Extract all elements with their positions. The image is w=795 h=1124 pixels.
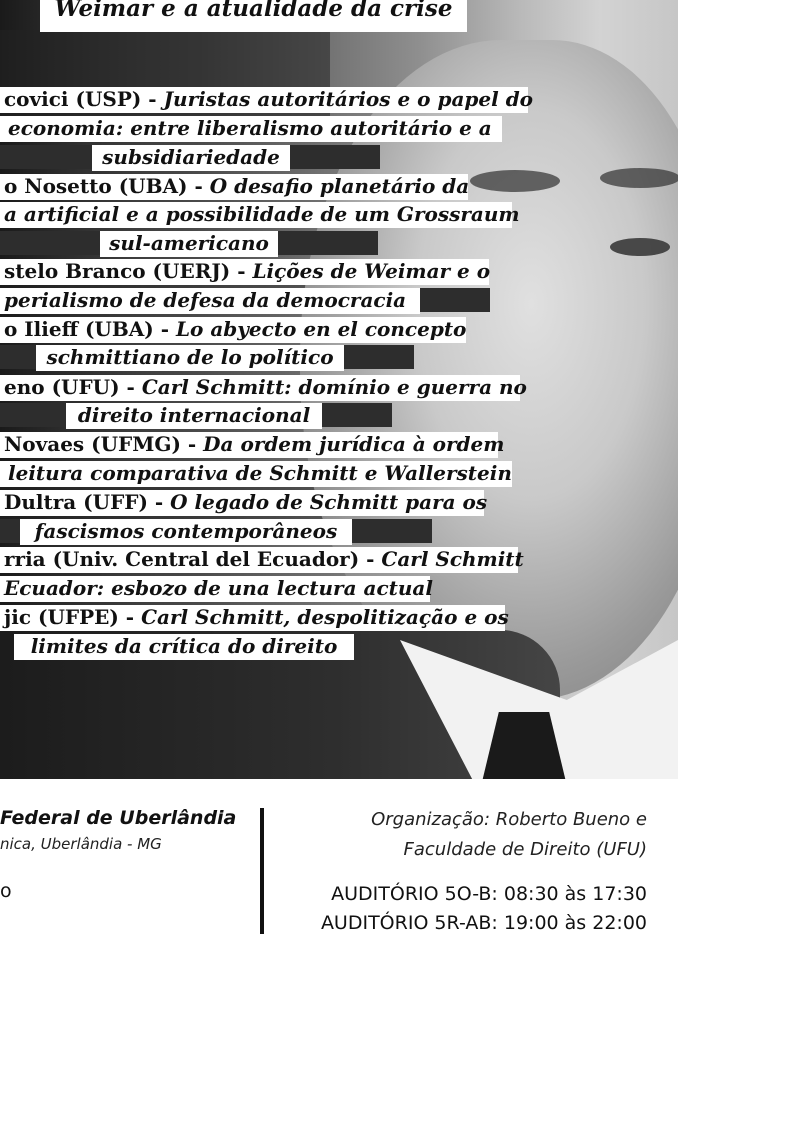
talk-line: limites da crítica do direito — [14, 634, 354, 660]
page-title: Weimar e a atualidade da crise — [40, 0, 467, 32]
talk-line: o Nosetto (UBA) - O desafio planetário da — [0, 174, 468, 200]
talk-line: jic (UFPE) - Carl Schmitt, despolitização e os — [0, 605, 505, 631]
venue-date-fragment: o — [0, 880, 12, 902]
talk-line: economia: entre liberalismo autoritário e a — [0, 116, 502, 142]
talk-line: subsidiariedade — [92, 145, 290, 171]
schedule — [321, 880, 647, 938]
talk-line: covici (USP) - Juristas autoritários e o papel do — [0, 87, 528, 113]
talk-line: schmittiano de lo político — [36, 345, 344, 371]
talk-line: perialismo de defesa da democracia — [0, 288, 420, 314]
talk-line: leitura comparativa de Schmitt e Wallerstein — [0, 461, 512, 487]
talk-line: fascismos contemporâneos — [20, 519, 352, 545]
organization — [371, 805, 647, 865]
venue-name: Federal de Uberlândia — [0, 807, 237, 829]
talk-line: Novaes (UFMG) - Da ordem jurídica à ordem — [0, 432, 498, 458]
schedule-room: AUDITÓRIO 5R-AB: 19:00 às 22:00 — [320, 912, 647, 934]
talk-line: Ecuador: esbozo de una lectura actual — [0, 576, 430, 602]
venue-address: nica, Uberlândia - MG — [0, 835, 162, 853]
talk-line: eno (UFU) - Carl Schmitt: domínio e guerra no — [0, 375, 520, 401]
talk-line: Dultra (UFF) - O legado de Schmitt para os — [0, 490, 484, 516]
talk-line: direito internacional — [66, 403, 322, 429]
talk-line: o Ilieff (UBA) - Lo abyecto en el concepto — [0, 317, 466, 343]
talk-line: a artificial e a possibilidade de um Grossraum — [0, 202, 512, 228]
talk-line: sul-americano — [100, 231, 278, 257]
schedule-room: AUDITÓRIO 5O-B: 08:30 às 17:30 — [331, 883, 647, 905]
talk-line: stelo Branco (UERJ) - Lições de Weimar e o — [0, 259, 489, 285]
organization-line: Faculdade de Direito (UFU) — [403, 839, 647, 860]
talk-line: rria (Univ. Central del Ecuador) - Carl Schmitt — [0, 547, 518, 573]
organization-line: Organização: Roberto Bueno e — [371, 809, 647, 830]
footer-divider — [260, 808, 264, 934]
